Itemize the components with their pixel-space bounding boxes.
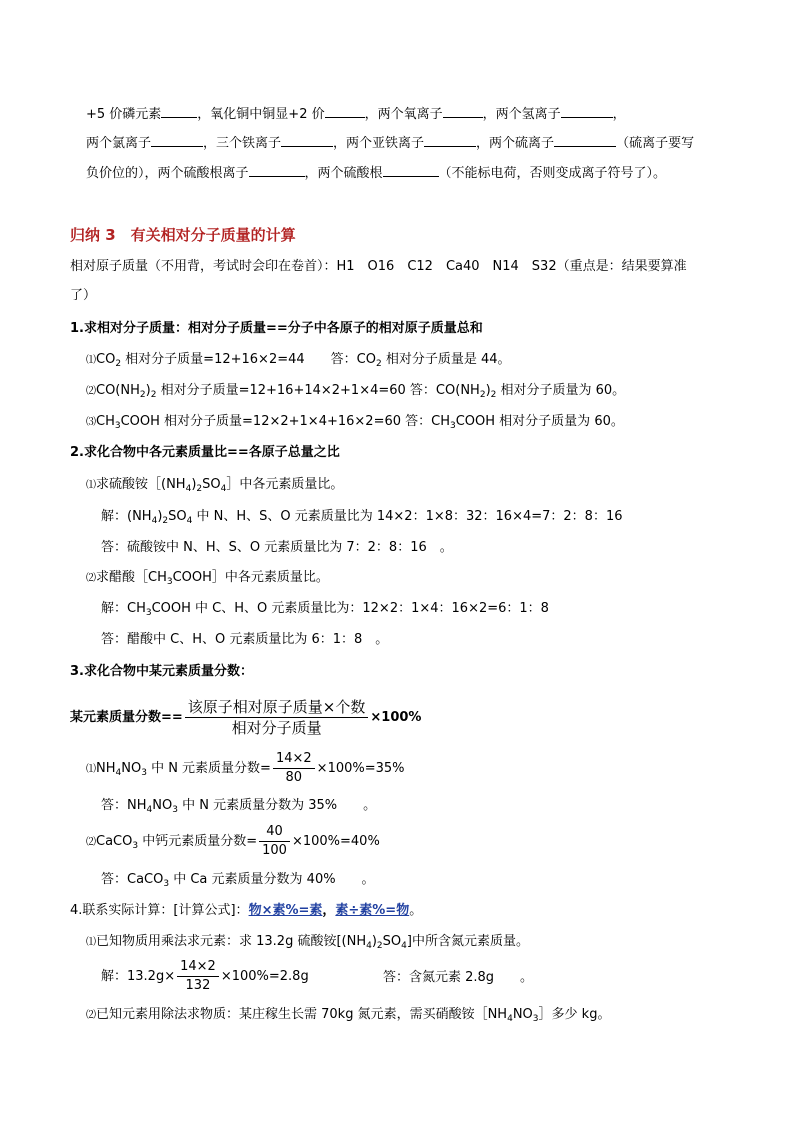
formula: ) bbox=[145, 383, 151, 398]
subscript: 2 bbox=[479, 390, 486, 400]
subscript: 2 bbox=[490, 390, 497, 400]
text: 解：13.2g× bbox=[101, 969, 176, 984]
heading-relative-molecular-mass: 1.求相对分子质量：相对分子质量==分子中各原子的相对原子质量总和 bbox=[70, 321, 483, 336]
item-number: ⑵ bbox=[86, 837, 96, 848]
answer-nitrogen-mass: 答：含氮元素 2.8g 。 bbox=[383, 970, 534, 985]
subscript: 4 bbox=[507, 1014, 513, 1024]
example-acetic-acid bbox=[86, 413, 624, 432]
text: 答：NH bbox=[101, 798, 147, 813]
heading-practical-calc bbox=[70, 902, 422, 920]
answer-acetic-acid: 答：醋酸中 C、H、O 元素质量比为 6：1：8 。 bbox=[101, 632, 389, 647]
text: NH bbox=[96, 761, 116, 776]
text-sulfate: ，两个硫酸根 bbox=[304, 166, 383, 181]
text: ×100%=35% bbox=[316, 761, 405, 776]
text: 已知物质用乘法求元素：求 13.2g 硫酸铵[(NH bbox=[96, 934, 367, 949]
blank-line-2 bbox=[86, 133, 694, 153]
answer-blank[interactable] bbox=[443, 104, 483, 118]
text: SO bbox=[382, 934, 402, 949]
question-ammonium-sulfate bbox=[86, 476, 343, 495]
text: ) bbox=[157, 509, 163, 524]
subscript: 3 bbox=[132, 841, 139, 851]
text: SO bbox=[202, 477, 221, 492]
fraction bbox=[259, 823, 290, 860]
answer-blank[interactable] bbox=[325, 104, 365, 118]
blank-line-3 bbox=[86, 163, 666, 183]
item-number: ⑵ bbox=[86, 386, 96, 397]
text: ×100%=40% bbox=[291, 834, 380, 849]
text: ) bbox=[191, 477, 197, 492]
calc: COOH 相对分子质量=12×2+1×4+16×2=60 答：CH bbox=[120, 414, 450, 429]
denominator: 80 bbox=[285, 770, 303, 785]
text-hydrogen-ions: ，两个氢离子 bbox=[482, 107, 561, 122]
answer-ammonium-nitrate bbox=[101, 797, 376, 815]
subscript: 2 bbox=[375, 359, 382, 369]
atomic-mass-note-end: 了） bbox=[70, 288, 97, 303]
text-note-charge: （不能标电荷，否则变成离子符号了）。 bbox=[438, 166, 667, 181]
subscript: 3 bbox=[114, 421, 121, 431]
subscript: 3 bbox=[141, 768, 147, 778]
text: 中 N 元素质量分数为 35% 。 bbox=[177, 798, 377, 813]
subscript: 3 bbox=[145, 608, 152, 618]
formula: CO bbox=[96, 352, 116, 367]
text-oxygen-ions: ，两个氧离子 bbox=[364, 107, 443, 122]
text: NO bbox=[152, 798, 173, 813]
answer-blank[interactable] bbox=[424, 133, 476, 147]
fraction bbox=[185, 697, 369, 738]
example-urea bbox=[86, 382, 625, 401]
solution-acetic-acid bbox=[101, 600, 549, 618]
text: 解：CH bbox=[101, 601, 146, 616]
text: 求硫酸铵［(NH bbox=[96, 477, 186, 492]
text-copper: ，氧化铜中铜显+2 价 bbox=[197, 107, 325, 122]
text: 。 bbox=[409, 903, 423, 918]
text: NO bbox=[512, 1007, 533, 1022]
calc: 相对分子质量=12+16×2=44 答：CO bbox=[121, 352, 376, 367]
denominator: 相对分子质量 bbox=[231, 719, 322, 737]
subscript: 2 bbox=[150, 390, 157, 400]
fraction bbox=[273, 750, 315, 787]
problem-nitrogen-mass bbox=[86, 933, 529, 952]
problem-ammonium-nitrate-purchase bbox=[86, 1006, 610, 1025]
text: 中 Ca 元素质量分数为 40% 。 bbox=[169, 872, 375, 887]
subscript: 4 bbox=[115, 768, 122, 778]
text: ］中各元素质量比。 bbox=[226, 477, 344, 492]
answer-blank[interactable] bbox=[281, 133, 333, 147]
section-title: 归纳 3 有关相对分子质量的计算 bbox=[70, 226, 296, 244]
subscript: 4 bbox=[146, 805, 153, 815]
text: ]中所含氮元素质量。 bbox=[406, 934, 529, 949]
text: 中 N 元素质量分数= bbox=[146, 761, 271, 776]
text-phosphorus: +5 价磷元素 bbox=[86, 107, 162, 122]
text: NO bbox=[121, 761, 142, 776]
example-ammonium-nitrate bbox=[86, 750, 405, 787]
text: 中 N、H、S、O 元素质量比为 14×2：1×8：32：16×4=7：2：8：16 bbox=[192, 509, 623, 524]
subscript: 4 bbox=[151, 516, 158, 526]
text-sulfate-ions: 负价位的），两个硫酸根离子 bbox=[86, 166, 249, 181]
text-sulfide-ions: ，两个硫离子 bbox=[476, 136, 555, 151]
answer-ammonium-sulfate: 答：硫酸铵中 N、H、S、O 元素质量比为 7：2：8：16 。 bbox=[101, 540, 453, 555]
subscript: 3 bbox=[532, 1014, 539, 1024]
atomic-mass-note: 相对原子质量（不用背，考试时会印在卷首）：H1 O16 C12 Ca40 N14 S32（重点是：结果要算准 bbox=[70, 259, 687, 274]
answer-blank[interactable] bbox=[161, 104, 197, 118]
calc: 相对分子质量=12+16+14×2+1×4=60 答：CO(NH bbox=[156, 383, 480, 398]
answer-blank[interactable] bbox=[383, 163, 439, 177]
text: COOH 中 C、H、O 元素质量比为：12×2：1×4：16×2=6：1：8 bbox=[151, 601, 549, 616]
item-number: ⑴ bbox=[86, 480, 96, 491]
text-chloride-ions: 两个氯离子 bbox=[86, 136, 152, 151]
numerator: 14×2 bbox=[273, 750, 315, 769]
answer: COOH 相对分子质量为 60。 bbox=[455, 414, 624, 429]
subscript: 4 bbox=[366, 941, 372, 951]
answer-blank[interactable] bbox=[151, 133, 203, 147]
item-number: ⑵ bbox=[86, 1010, 96, 1021]
answer-calcium-carbonate bbox=[101, 871, 375, 889]
fraction bbox=[177, 958, 219, 995]
subscript: 4 bbox=[186, 516, 193, 526]
separator: ， bbox=[322, 903, 336, 918]
text: CaCO bbox=[96, 834, 133, 849]
text: COOH］中各元素质量比。 bbox=[172, 570, 329, 585]
item-number: ⑵ bbox=[86, 573, 96, 584]
subscript: 4 bbox=[185, 484, 192, 494]
heading-mass-fraction: 3.求化合物中某元素质量分数： bbox=[70, 664, 253, 679]
text: 解：(NH bbox=[101, 509, 152, 524]
numerator: 40 bbox=[259, 823, 290, 842]
text-note: （硫离子要写 bbox=[616, 136, 695, 151]
mass-fraction-formula bbox=[70, 697, 421, 738]
subscript: 2 bbox=[115, 359, 122, 369]
answer: 相对分子质量为 60。 bbox=[496, 383, 626, 398]
answer: 相对分子质量是 44。 bbox=[381, 352, 511, 367]
heading-mass-ratio: 2.求化合物中各元素质量比==各原子总量之比 bbox=[70, 445, 340, 460]
text-ferrous-ions: ，两个亚铁离子 bbox=[333, 136, 425, 151]
text: ) bbox=[371, 934, 377, 949]
text: ×100%=2.8g bbox=[220, 969, 309, 984]
text: 答：CaCO bbox=[101, 872, 164, 887]
subscript: 2 bbox=[139, 390, 146, 400]
formula: CH bbox=[96, 414, 115, 429]
subscript: 2 bbox=[162, 516, 169, 526]
example-calcium-carbonate bbox=[86, 823, 380, 860]
text: 中钙元素质量分数= bbox=[138, 834, 258, 849]
subscript: 2 bbox=[196, 484, 203, 494]
numerator: 该原子相对原子质量×个数 bbox=[185, 697, 369, 718]
text: SO bbox=[168, 509, 187, 524]
item-number: ⑴ bbox=[86, 764, 96, 775]
text-iron-ions: ，三个铁离子 bbox=[203, 136, 282, 151]
subscript: 4 bbox=[401, 941, 407, 951]
item-number: ⑴ bbox=[86, 937, 96, 948]
formula-link-multiply[interactable]: 物×素%=素 bbox=[248, 903, 323, 918]
answer-blank[interactable] bbox=[554, 133, 616, 147]
text: 4.联系实际计算：[计算公式]： bbox=[70, 903, 249, 918]
item-number: ⑴ bbox=[86, 355, 96, 366]
denominator: 100 bbox=[262, 843, 287, 858]
answer-blank[interactable] bbox=[249, 163, 305, 177]
denominator: 132 bbox=[185, 978, 211, 993]
subscript: 4 bbox=[220, 484, 227, 494]
subscript: 3 bbox=[166, 577, 173, 587]
subscript: 3 bbox=[172, 805, 178, 815]
solution-ammonium-sulfate bbox=[101, 508, 623, 526]
question-acetic-acid bbox=[86, 569, 329, 588]
text: 已知元素用除法求物质：某庄稼生长需 70kg 氮元素，需买硝酸铵［NH bbox=[96, 1007, 508, 1022]
subscript: 2 bbox=[376, 941, 383, 951]
text: ］多少 kg。 bbox=[538, 1007, 611, 1022]
subscript: 3 bbox=[163, 879, 170, 889]
formula-rhs: ×100% bbox=[370, 710, 422, 725]
subscript: 3 bbox=[450, 421, 456, 431]
item-number: ⑶ bbox=[86, 417, 96, 428]
formula: ) bbox=[485, 383, 491, 398]
comma: ， bbox=[612, 107, 626, 122]
solution-nitrogen-mass bbox=[101, 958, 309, 995]
blank-line-1 bbox=[86, 104, 626, 124]
formula-lhs: 某元素质量分数== bbox=[70, 710, 183, 725]
formula: CO(NH bbox=[96, 383, 140, 398]
text: 求醋酸［CH bbox=[96, 570, 167, 585]
numerator: 14×2 bbox=[177, 958, 219, 977]
formula-link-divide[interactable]: 素÷素%=物 bbox=[335, 903, 410, 918]
answer-blank[interactable] bbox=[561, 104, 613, 118]
example-co2 bbox=[86, 351, 511, 370]
